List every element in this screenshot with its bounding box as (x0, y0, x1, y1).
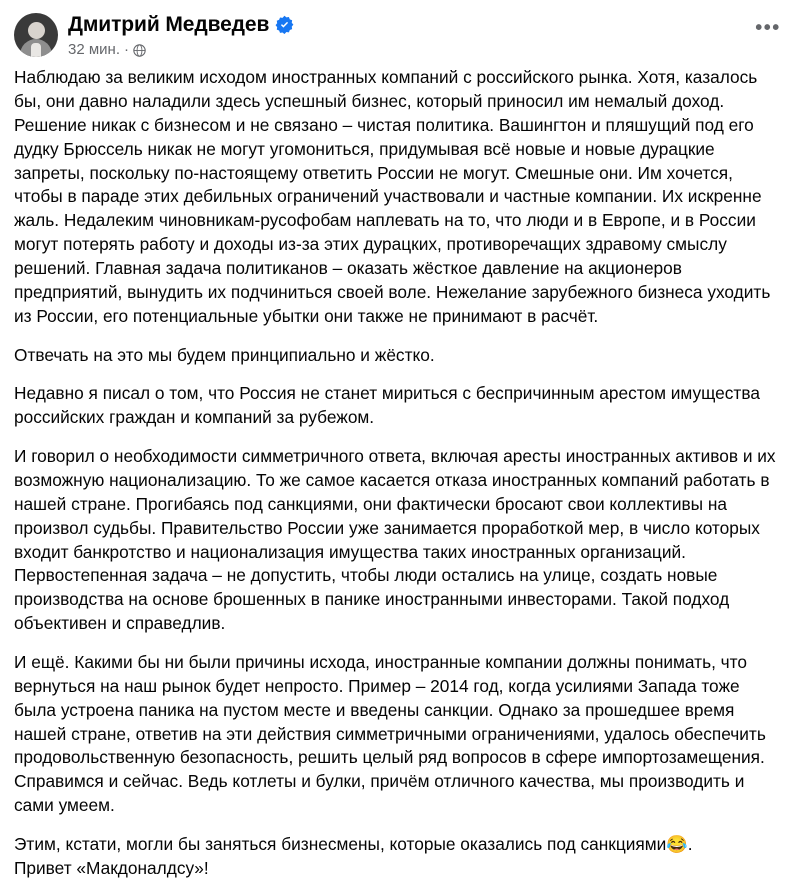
post-paragraph: Недавно я писал о том, что Россия не станет мириться с беспричинным арестом имущества российских граждан и компаний за рубежом. (14, 383, 760, 428)
post-timestamp[interactable]: 32 мин. (68, 41, 120, 59)
post-paragraph: И говорил о необходимости симметричного ответа, включая аресты иностранных активов и их возможную национализацию. То же самое касается отказа иностранных компаний работать в нашей стране. Прогибаясь под санкциями, они фактически бросают свои коллективы на произвол судьбы. Правительство России уже занимается проработкой мер, в число которых входит банкротство и национализация имущества таких иностранных организаций. Первостепенная задача – не допустить, чтобы люди остались на улице, создать новые производства на основе брошенных в панике иностранными инвесторами. Такой подход объективен и справедлив. (14, 446, 776, 634)
verified-badge-icon (275, 15, 294, 34)
post-body (14, 66, 786, 887)
post-paragraph: Отвечать на это мы будем принципиально и жёстко. (14, 344, 435, 365)
post-paragraph: Наблюдаю за великим исходом иностранных компаний с российского рынка. Хотя, казалось бы, они давно наладили здесь успешный бизнес, который приносил им немалый доход. Решение никак с бизнесом и не связано – чистая политика. Вашингтон и пляшущий под его дудку Брюссель никак не могут угомониться, придумывая всё новые и новые дурацкие запреты, поскольку по-настоящему ответить России не могут. Смешные они. Им хочется, чтобы в параде этих дебильных ограничений участвовали и частные компании. Их искренне жаль. Недалеким чиновникам-русофобам наплевать на то, что люди и в Европе, и в России могут потерять работу и доходы из-за этих дурацких, противоречащих здравому смыслу решений. Главная задача политиканов – оказать жёсткое давление на акционеров предприятий, вынудить их подчиниться своей воле. Нежелание зарубежного бизнеса уходить из России, его потенциальные убытки они также не принимают в расчёт. (14, 67, 771, 326)
author-name[interactable]: Дмитрий Медведев (68, 13, 270, 36)
author-name-row (68, 13, 294, 36)
post-author-block (68, 12, 294, 58)
avatar-shirt (31, 43, 41, 57)
post-paragraph: И ещё. Какими бы ни были причины исхода, иностранные компании должны понимать, что вернуться на наш рынок будет непросто. Пример – 2014 год, когда усилиями Запада тоже была устроена паника на пустом месте и введены санкции. Однако за прошедшее время нашей стране, ответив на эти действия симметричными ограничениями, удалось обеспечить продовольственную безопасность, решить целый ряд вопросов в сфере импортозамещения. Справимся и сейчас. Ведь котлеты и булки, причём отличного качества, мы производить и сами умеем. (14, 652, 766, 816)
post-paragraph: Этим, кстати, могли бы заняться бизнесмены, которые оказались под санкциями😂. (14, 834, 693, 855)
meta-separator: · (124, 41, 129, 59)
post-paragraph: Привет «Макдоналдсу»! (14, 857, 209, 878)
avatar[interactable] (14, 13, 58, 57)
ellipsis-icon[interactable]: ••• (755, 17, 781, 39)
post-header (14, 10, 786, 66)
post-meta-row (68, 41, 294, 58)
globe-icon[interactable] (133, 44, 146, 57)
avatar-face (28, 22, 45, 39)
